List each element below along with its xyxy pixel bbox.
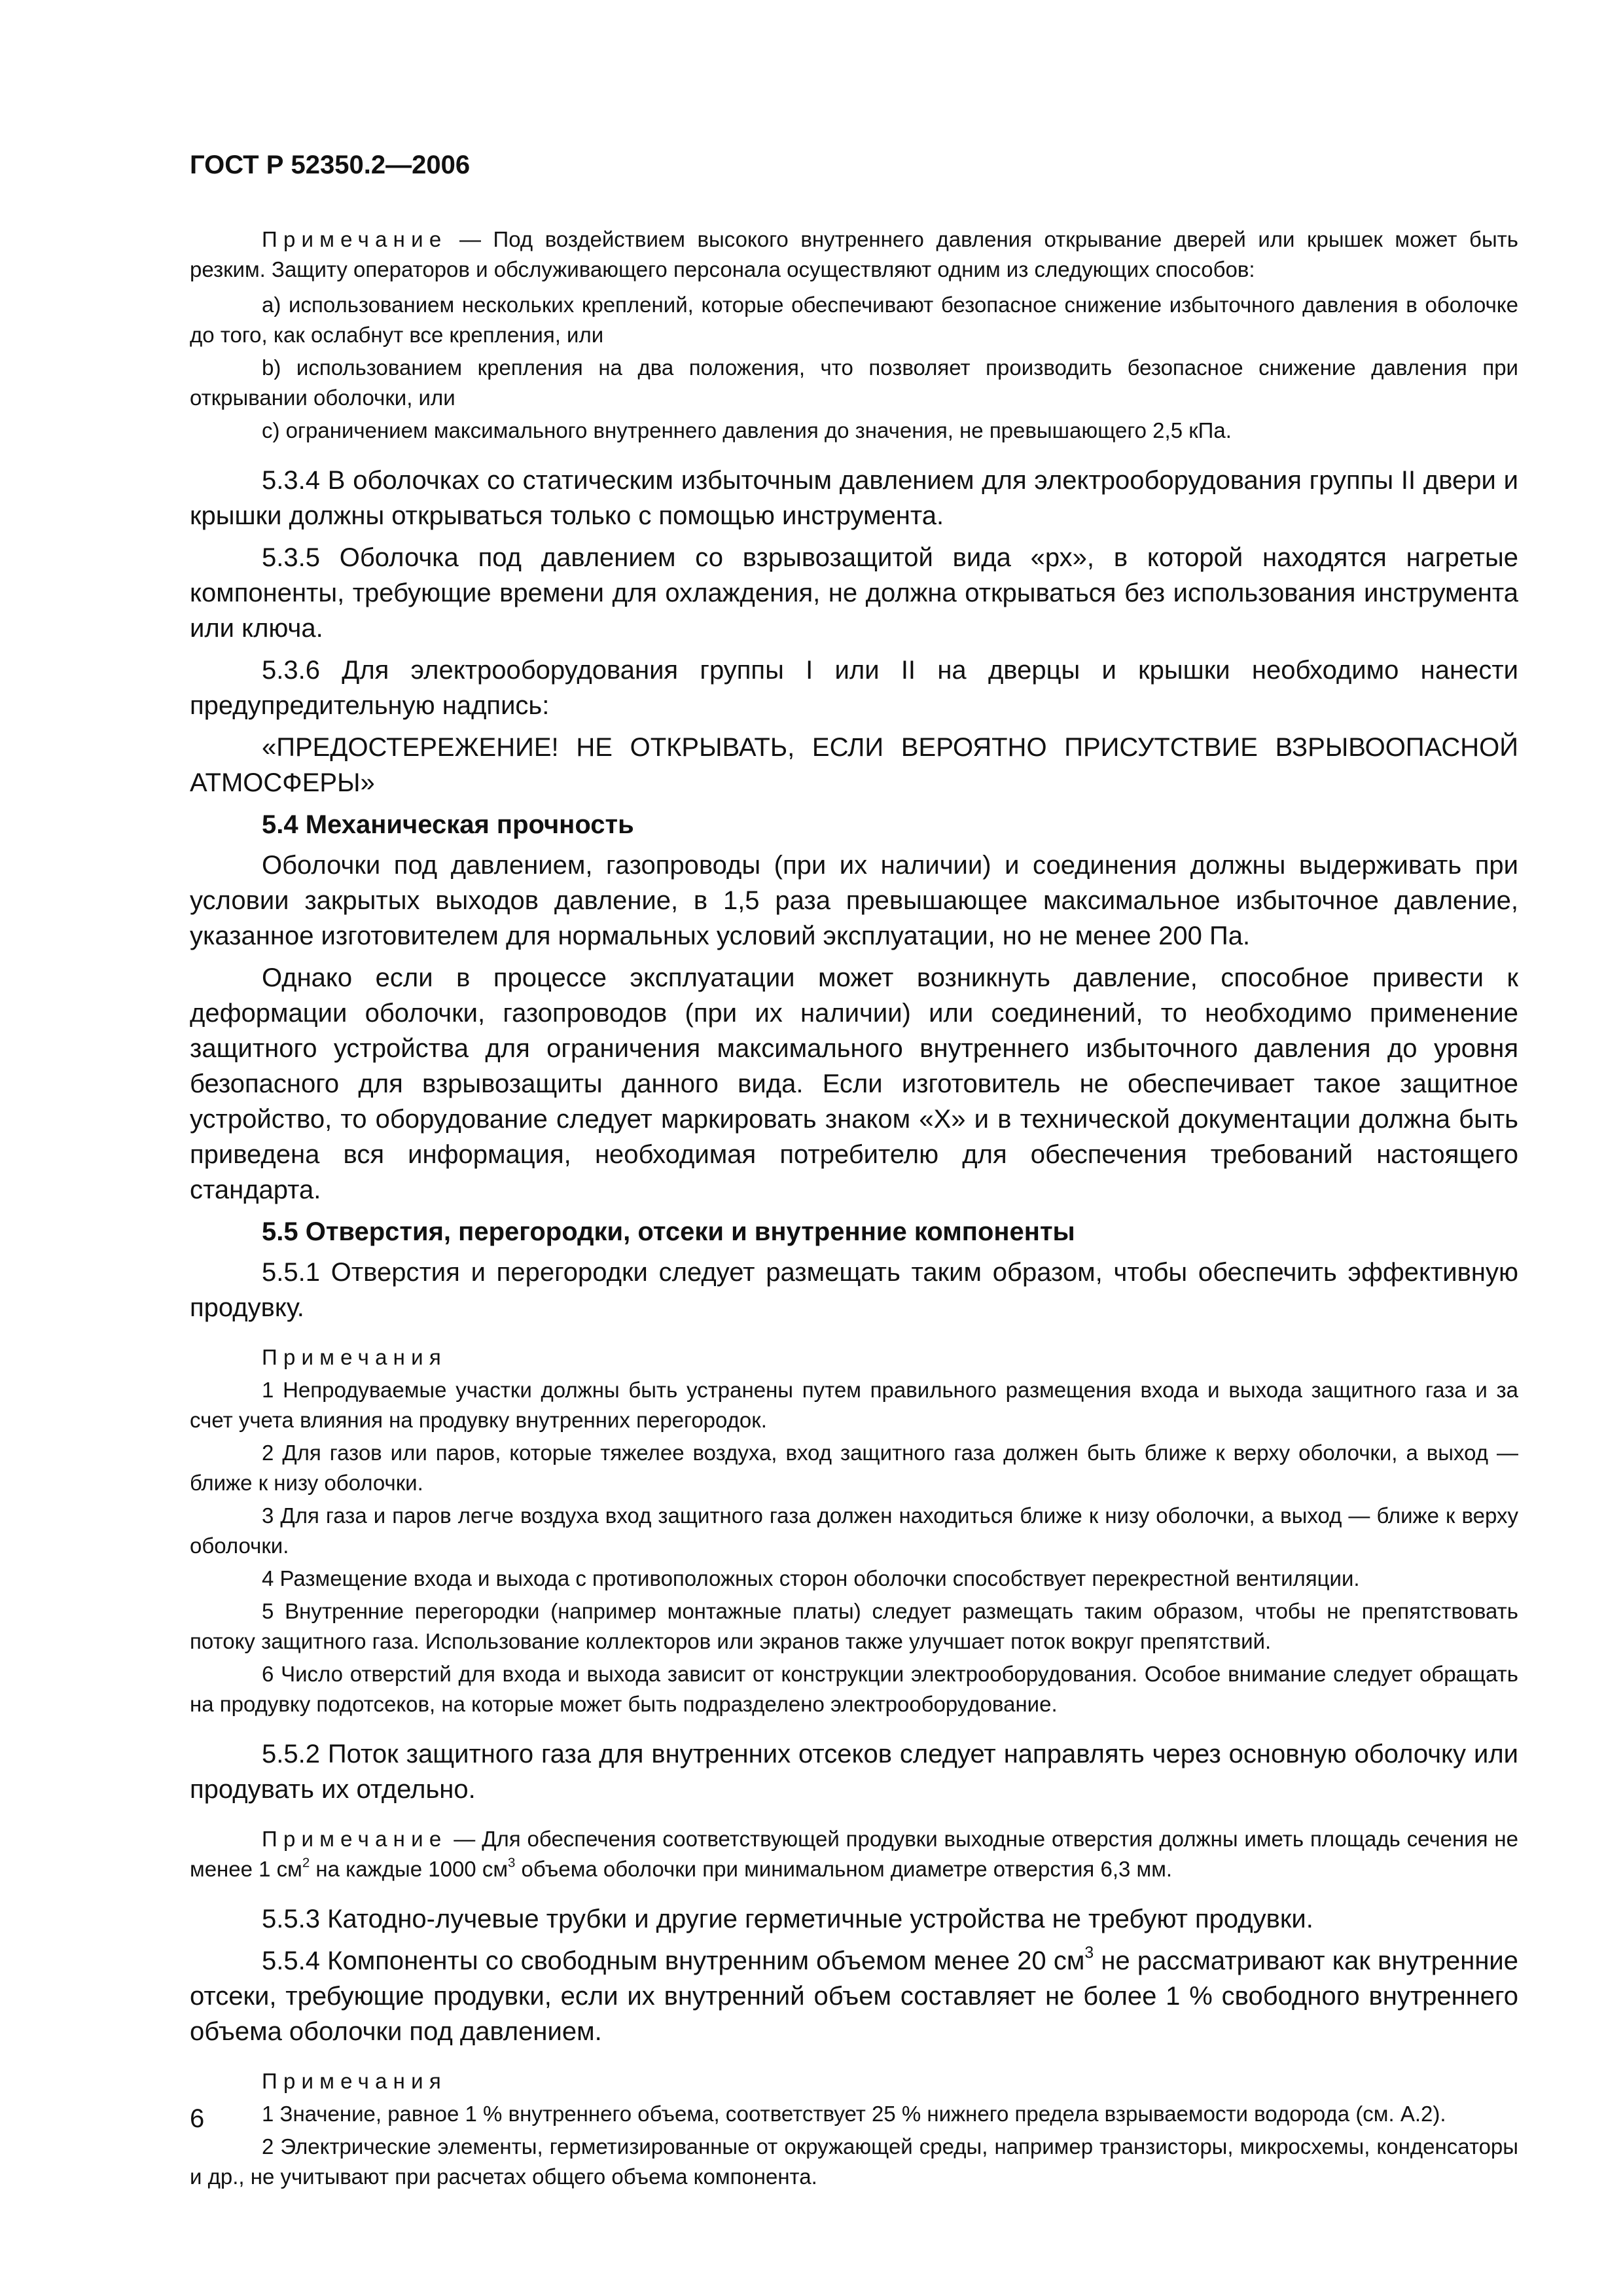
para-5-5-4: [190, 1943, 1518, 2049]
notes1-item-4: 4 Размещение входа и выхода с противоположных сторон оболочки способствует перекрестной вентиляции.: [262, 1566, 1360, 1590]
note2-sup-2: 3: [508, 1855, 516, 1871]
para-5-5-1: 5.5.1 Отверстия и перегородки следует размещать таким образом, чтобы обеспечить эффективную продувку.: [190, 1258, 1518, 1322]
notes1-item-3: 3 Для газа и паров легче воздуха вход защитного газа должен находиться ближе к низу оболочки, а выход — ближе к верху оболочки.: [190, 1503, 1518, 1558]
note-text: — Под воздействием высокого внутреннего давления открывание дверей или крышек может быть резким. Защиту операторов и обслуживающего персонала осуществляют одним из следующих способов:: [190, 227, 1518, 281]
para-5-5-4-text-2: не рассматривают как внутренние отсеки, требующие продувки, если их внутренний объем составляет не более 1 % свободного внутреннего объема оболочки под давлением.: [190, 1946, 1519, 2046]
note2-label: Примечание: [262, 1827, 448, 1851]
document-header: ГОСТ Р 52350.2—2006: [190, 151, 471, 179]
para-5-3-4: 5.3.4 В оболочках со статическим избыточным давлением для электрооборудования группы II двери и крышки должны открываться только с помощью инструмента.: [190, 466, 1518, 530]
notes-title-2: Примечания: [262, 2069, 447, 2093]
para-5-4-b: Однако если в процессе эксплуатации может возникнуть давление, способное привести к деформации оболочки, газопроводов (при их наличии) или соединений, то необходимо применение защитного устройства для ограничения максимального внутреннего избыточного давления до уровня безопасного для взрывозащиты данного вида. Если изготовитель не обеспечивает такое защитное устройство, то оборудование следует маркировать знаком «Х» и в технической документации должна быть приведена вся информация, необходимая потребителю для обеспечения требований настоящего стандарта.: [190, 963, 1518, 1204]
document-page: [190, 151, 1518, 2195]
note2-text-3: объема оболочки при минимальном диаметре отверстия 6,3 мм.: [515, 1857, 1173, 1881]
para-5-5-4-sup: 3: [1084, 1944, 1094, 1962]
note-item-a: а) использованием нескольких креплений, которые обеспечивают безопасное снижение избыточного давления в оболочке до того, как ослабнут все крепления, или: [190, 293, 1518, 347]
warning-text: «ПРЕДОСТЕРЕЖЕНИЕ! НЕ ОТКРЫВАТЬ, ЕСЛИ ВЕРОЯТНО ПРИСУТСТВИЕ ВЗРЫВООПАСНОЙ АТМОСФЕРЫ»: [190, 733, 1518, 797]
para-5-3-6: 5.3.6 Для электрооборудования группы I или II на дверцы и крышки необходимо нанести предупредительную надпись:: [190, 656, 1518, 720]
note-item-b: b) использованием крепления на два положения, что позволяет производить безопасное снижение давления при открывании оболочки, или: [190, 355, 1518, 410]
notes1-item-6: 6 Число отверстий для входа и выхода зависит от конструкции электрооборудования. Особое внимание следует обращать на продувку подотсеков, на которые может быть подразделено электрооборудование.: [190, 1662, 1518, 1716]
note-label: Примечание: [262, 227, 448, 251]
notes1-item-5: 5 Внутренние перегородки (например монтажные платы) следует размещать таким образом, чтобы не препятствовать потоку защитного газа. Использование коллекторов или экранов также улучшает поток вокруг препятствий.: [190, 1599, 1518, 1653]
para-5-4-a: Оболочки под давлением, газопроводы (при их наличии) и соединения должны выдерживать при условии закрытых выходов давление, в 1,5 раза превышающее максимальное избыточное давление, указанное изготовителем для нормальных условий эксплуатации, но не менее 200 Па.: [190, 851, 1518, 950]
note2-text-2: на каждые 1000 см: [310, 1857, 508, 1881]
notes2-item-1: 1 Значение, равное 1 % внутреннего объема, соответствует 25 % нижнего предела взрываемости водорода (см. А.2).: [262, 2102, 1446, 2126]
para-5-3-5: 5.3.5 Оболочка под давлением со взрывозащитой вида «рх», в которой находятся нагретые компоненты, требующие времени для охлаждения, не должна открываться без использования инструмента или ключа.: [190, 543, 1518, 643]
para-5-5-2: 5.5.2 Поток защитного газа для внутренних отсеков следует направлять через основную оболочку или продувать их отдельно.: [190, 1740, 1518, 1804]
notes2-item-2: 2 Электрические элементы, герметизированные от окружающей среды, например транзисторы, микросхемы, конденсаторы и др., не учитывают при расчетах общего объема компонента.: [190, 2134, 1518, 2189]
note2-text-1: — Для обеспечения соответствующей продувки выходные отверстия должны иметь площадь сечения не менее 1 см: [190, 1827, 1518, 1881]
note-2: [190, 1824, 1518, 1884]
para-5-5-4-text-1: 5.5.4 Компоненты со свободным внутренним объемом менее 20 см: [262, 1946, 1085, 1975]
notes1-item-2: 2 Для газов или паров, которые тяжелее воздуха, вход защитного газа должен быть ближе к верху оболочки, а выход — ближе к низу оболочки.: [190, 1441, 1518, 1495]
notes1-item-1: 1 Непродуваемые участки должны быть устранены путем правильного размещения входа и выхода защитного газа и за счет учета влияния на продувку внутренних перегородок.: [190, 1378, 1518, 1432]
note2-sup-1: 2: [302, 1855, 310, 1871]
heading-5-4: 5.4 Механическая прочность: [262, 810, 634, 839]
heading-5-5: 5.5 Отверстия, перегородки, отсеки и внутренние компоненты: [262, 1217, 1075, 1246]
note-item-c: с) ограничением максимального внутреннего давления до значения, не превышающего 2,5 кПа.: [262, 418, 1232, 442]
para-5-5-3: 5.5.3 Катодно-лучевые трубки и другие герметичные устройства не требуют продувки.: [262, 1905, 1313, 1933]
note-intro: [190, 224, 1518, 285]
notes-title-1: Примечания: [262, 1345, 447, 1369]
page-number: 6: [190, 2104, 205, 2133]
